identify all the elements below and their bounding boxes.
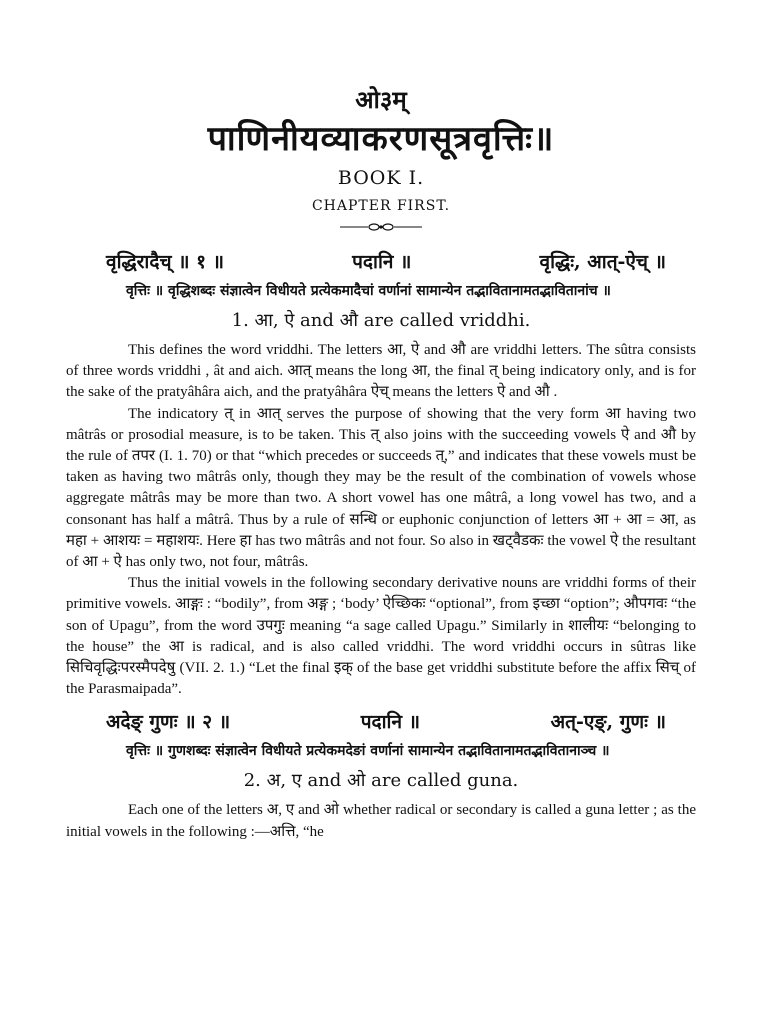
ornament-divider-icon [338, 220, 424, 234]
sutra-1-heading: 1. आ, ऐ and औ are called vriddhi. [231, 310, 531, 331]
sutra-2-text: अदेङ् गुणः ॥ २ ॥ [106, 711, 231, 734]
sutra-1-paragraph: Thus the initial vowels in the following secondary derivative nouns are vriddhi forms of their primitive vowels. आङ्गः : “bodily”, from अङ्ग ; ‘body’ ऐच्छिकः “optional”, from इच्छा “option”; औपगवः “the son of Upagu”, from the word उपगुः meaning “a sage called Upagu.” Similarly in शालीयः “belonging to the house” the आ is radical, and is also called vriddhi. The word vriddhi occurs in sûtras like सिचिवृद्धिःपरस्मैपदेषु (VII. 2. 1.) “Let the final इक् of the base get vriddhi substitute before the affix सिच् of the Parasmaipada”. [66, 575, 696, 698]
sutra-1-vritti: वृत्तिः ॥ वृद्धिशब्दः संज्ञात्वेन विधीयते प्रत्येकमादैचां वर्णानां सामान्येन तद्भावितानामतद्भावितानांच ॥ [126, 283, 611, 299]
page-content [66, 84, 696, 843]
sutra-2-paragraph: Each one of the letters अ, ए and ओ whether radical or secondary is called a guna letter ; as the initial vowels in the following :—अत्ति, “he [66, 802, 696, 840]
sutra-1-padani: पदानि ॥ [352, 251, 412, 273]
sutra-1-text: वृद्धिरादैच् ॥ १ ॥ [106, 251, 224, 273]
sutra-1-paragraph: This defines the word vriddhi. The letters आ, ऐ and औ are vriddhi letters. The sûtra consists of three words vriddhi , ât and aich. आत् means the long आ, the final त् being indicatory only, and is for the sake of the pratyâhâra aich, and the pratyâhâra ऐच् means the letters ऐ and औ . [66, 342, 696, 401]
sutra-2-padas: अत्-एङ्, गुणः ॥ [550, 711, 666, 734]
chapter-title: CHAPTER FIRST. [311, 198, 451, 214]
sutra-1-line [106, 248, 666, 276]
sutra-1-paragraph: The indicatory त् in आत् serves the purpose of showing that the very form आ having two mâtrâs or prosodial measure, is to be taken. This त् also joins with the succeeding vowels ऐ and औ by the rule of तपर (I. 1. 70) or that “which precedes or succeeds त्,” and indicates that these vowels must be taken as having two mâtrâs only, though they may be the result of the combination of vowels whose aggregate mâtrâs may be more than two. A short vowel has one mâtrâ, a long vowel has two, and a consonant has half a mâtrâ. Thus by a rule of सन्धि or euphonic conjunction of letters आ + आ = आ, as महा + आशयः = महाशयः. Here हा has two mâtrâs and not four. So also in खट्वैडकः the vowel ऐ the resultant of आ + ऐ has only two, not four, mâtrâs. [66, 405, 696, 571]
sutra-2-padani: पदानि ॥ [360, 711, 420, 734]
sutra-2-heading: 2. अ, ए and ओ are called guna. [243, 770, 519, 792]
work-title: पाणिनीयव्याकरणसूत्रवृत्तिः॥ [207, 119, 555, 159]
sutra-2-vritti: वृत्तिः ॥ गुणशब्दः संज्ञात्वेन विधीयते प्रत्येकमदेङां वर्णानां सामान्येन तद्भावितानामतद्भावितानाञ्च ॥ [126, 743, 610, 760]
book-number: BOOK I. [337, 167, 425, 189]
sutra-1-padas: वृद्धिः, आत्-ऐच् ॥ [539, 251, 666, 273]
ornament-divider [66, 220, 696, 234]
om-invocation: ओ३म् [355, 85, 407, 114]
sutra-2-line [106, 708, 666, 736]
